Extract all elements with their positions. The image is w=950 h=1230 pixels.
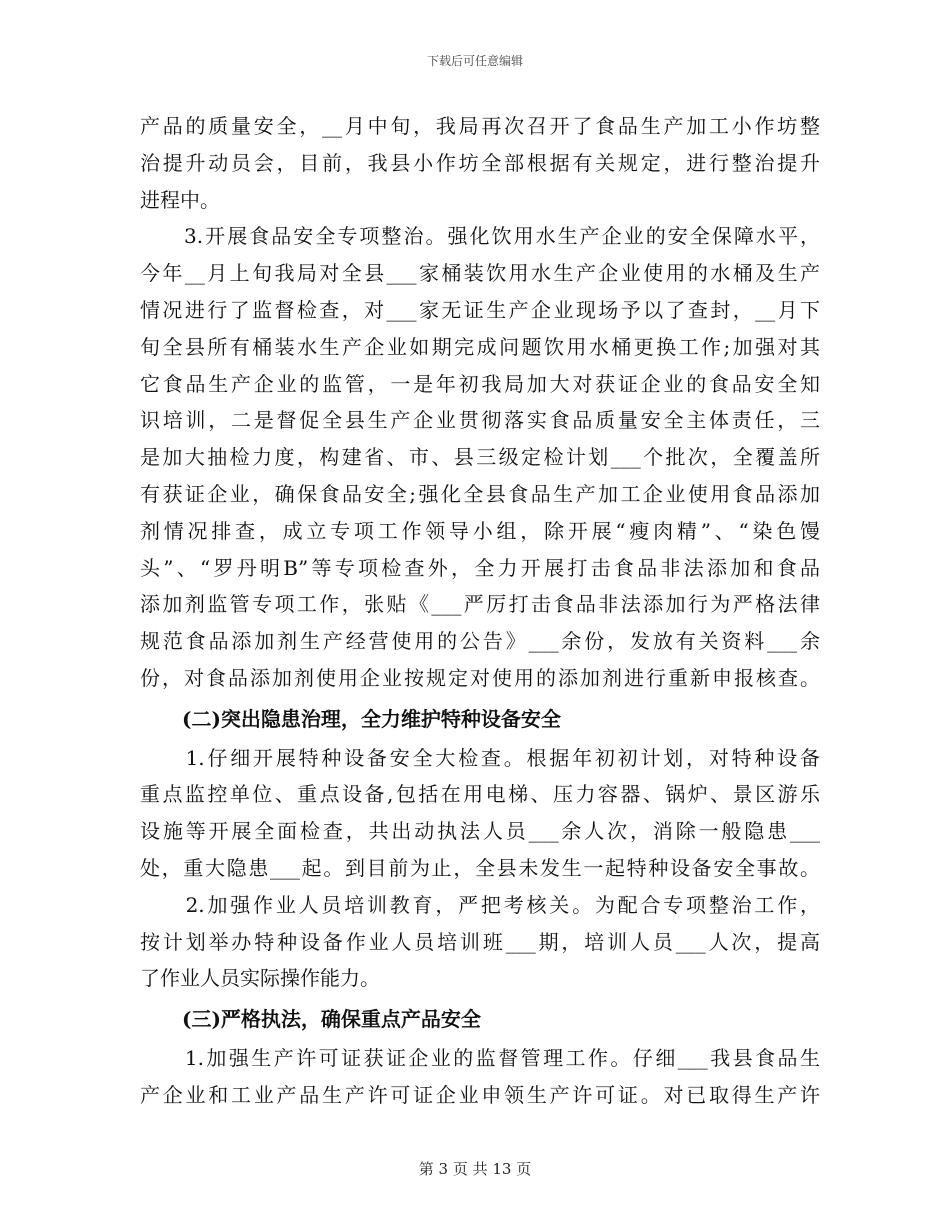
text-line: 规范食品添加剂生产经营使用的公告》___余份，发放有关资料___余 bbox=[140, 629, 820, 654]
text-line: 产品的质量安全，__月中旬，我局再次召开了食品生产加工小作坊整 bbox=[140, 114, 820, 138]
text-line: 1.仔细开展特种设备安全大检查。根据年初初计划，对特种设备 bbox=[140, 745, 820, 770]
text-line: 份，对食品添加剂使用企业按规定对使用的添加剂进行重新申报核查。 bbox=[140, 665, 820, 690]
page-header: 下载后可任意编辑 bbox=[426, 54, 523, 68]
text-line: 情况进行了监督检查，对___家无证生产企业现场予以了查封，__月下 bbox=[140, 297, 820, 322]
text-line: 3.开展食品安全专项整治。强化饮用水生产企业的安全保障水平， bbox=[140, 224, 820, 249]
text-line: 处，重大隐患___起。到目前为止，全县未发生一起特种设备安全事故。 bbox=[140, 855, 820, 880]
text-line: 设施等开展全面检查，共出动执法人员___余人次，消除一般隐患___ bbox=[140, 819, 820, 844]
text-line: 重点监控单位、重点设备,包括在用电梯、压力容器、锅炉、景区游乐 bbox=[140, 782, 820, 807]
text-line: 识培训，二是督促全县生产企业贯彻落实食品质量安全主体责任，三 bbox=[140, 408, 820, 433]
text-line: 进程中。 bbox=[140, 187, 220, 212]
text-line: 旬全县所有桶装水生产企业如期完成问题饮用水桶更换工作;加强对其 bbox=[140, 334, 820, 359]
text-line: 了作业人员实际操作能力。 bbox=[140, 966, 380, 991]
text-line: 按计划举办特种设备作业人员培训班___期，培训人员___人次，提高 bbox=[140, 929, 820, 954]
text-line: 头”、“罗丹明B”等专项检查外，全力开展打击食品非法添加和食品 bbox=[140, 555, 820, 580]
text-line: 剂情况排查，成立专项工作领导小组，除开展“瘦肉精”、“染色馒 bbox=[140, 518, 820, 543]
page-footer: 第 3 页 共 13 页 bbox=[418, 1160, 532, 1178]
section-heading: (二)突出隐患治理，全力维护特种设备安全 bbox=[182, 706, 561, 731]
text-line: 产企业和工业产品生产许可证企业申领生产许可证。对已取得生产许 bbox=[140, 1082, 820, 1107]
text-line: 添加剂监管专项工作，张贴《___严厉打击食品非法添加行为严格法律 bbox=[140, 592, 820, 617]
document-body bbox=[140, 108, 820, 1114]
text-line: 治提升动员会，目前，我县小作坊全部根据有关规定，进行整治提升 bbox=[140, 150, 820, 175]
text-line: 2.加强作业人员培训教育，严把考核关。为配合专项整治工作， bbox=[140, 892, 820, 917]
section-heading: (三)严格执法，确保重点产品安全 bbox=[182, 1007, 481, 1032]
text-line: 今年__月上旬我局对全县___家桶装饮用水生产企业使用的水桶及生产 bbox=[140, 261, 820, 286]
text-line: 1.加强生产许可证获证企业的监督管理工作。仔细___我县食品生 bbox=[140, 1045, 820, 1070]
text-line: 它食品生产企业的监管，一是年初我局加大对获证企业的食品安全知 bbox=[140, 371, 820, 396]
text-line: 有获证企业，确保食品安全;强化全县食品生产加工企业使用食品添加 bbox=[140, 481, 820, 506]
text-line: 是加大抽检力度，构建省、市、县三级定检计划___个批次，全覆盖所 bbox=[140, 445, 820, 470]
